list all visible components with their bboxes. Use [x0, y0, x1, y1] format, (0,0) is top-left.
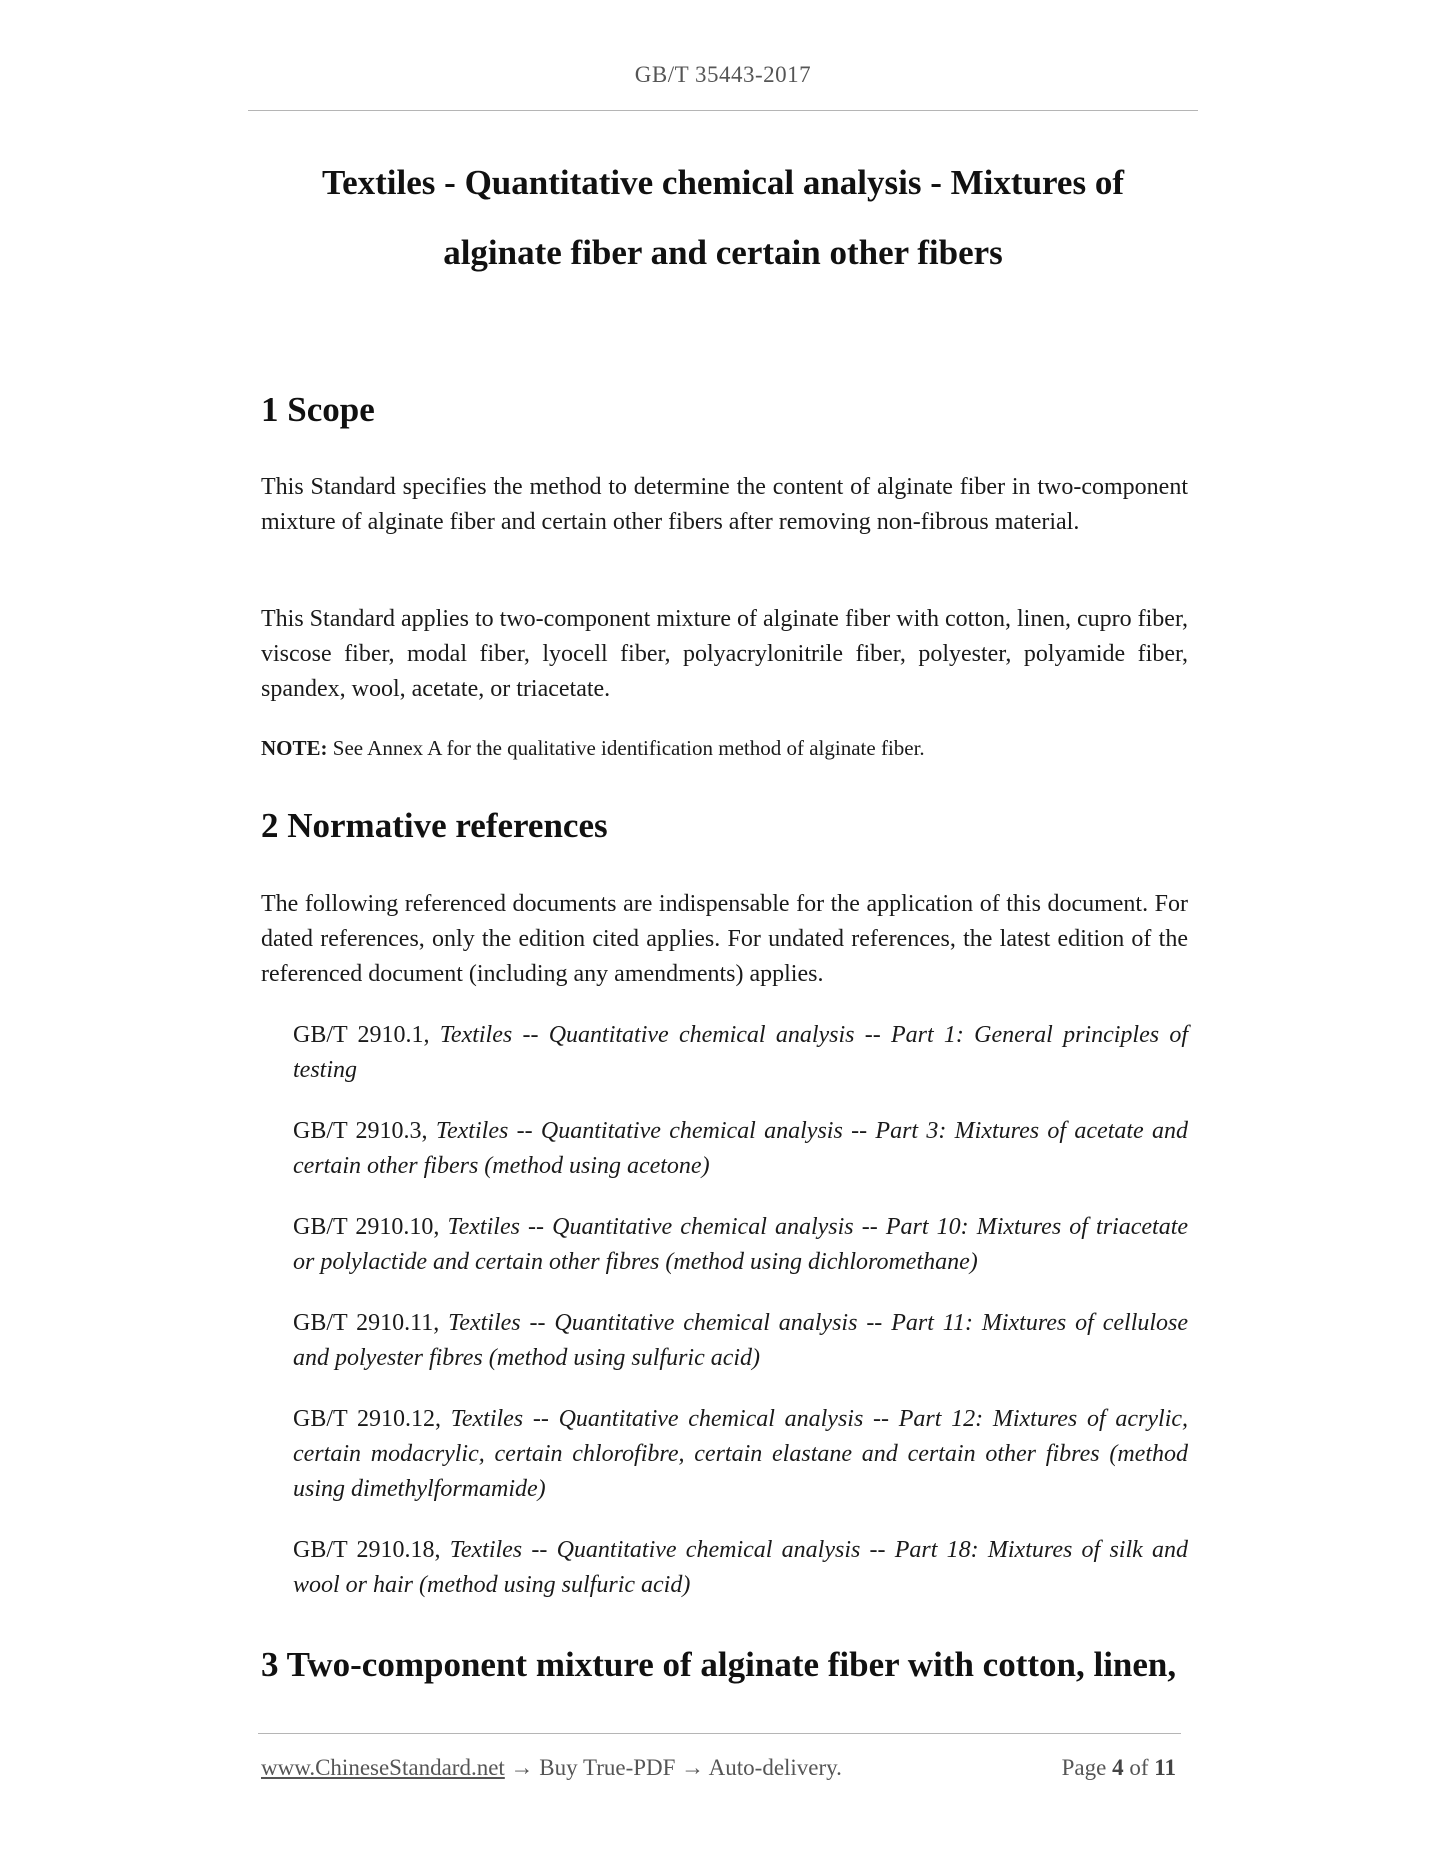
- reference-item: [293, 1210, 1188, 1280]
- reference-title: Textiles -- Quantitative chemical analysis -- Part 10: Mixtures of triacetate or polylactide and certain other fibres (method using dichloromethane): [293, 1214, 1189, 1275]
- page-current: 4: [1112, 1755, 1124, 1780]
- page-label: Page: [1061, 1755, 1113, 1780]
- reference-code: GB/T 2910.1,: [293, 1022, 430, 1048]
- reference-title: Textiles -- Quantitative chemical analysis -- Part 3: Mixtures of acetate and certain other fibers (method using acetone): [293, 1118, 1188, 1179]
- page-indicator: [1062, 1755, 1176, 1781]
- reference-item: [293, 1018, 1188, 1088]
- reference-code: GB/T 2910.3,: [293, 1118, 428, 1144]
- reference-code: GB/T 2910.11,: [293, 1310, 440, 1336]
- page-of: of: [1123, 1755, 1155, 1780]
- reference-code: GB/T 2910.12,: [293, 1406, 441, 1432]
- reference-item: [293, 1533, 1188, 1603]
- website-link[interactable]: www.ChineseStandard.net: [261, 1755, 505, 1780]
- document-title-line-2: alginate fiber and certain other fibers: [443, 233, 1003, 272]
- reference-title: Textiles -- Quantitative chemical analysis -- Part 1: General principles of testing: [293, 1022, 1189, 1083]
- note-label: NOTE:: [261, 736, 328, 760]
- reference-item: [293, 1306, 1188, 1376]
- document-title-line-1: Textiles - Quantitative chemical analysis - Mixtures of: [321, 163, 1124, 202]
- section-heading-normative-references: 2 Normative references: [261, 806, 608, 845]
- normative-intro-paragraph: The following referenced documents are indispensable for the application of this document. For dated references, only the edition cited applies. For undated references, the latest edition of the referenced document (including any amendments) applies.: [261, 891, 1188, 987]
- page-footer: [261, 1755, 1181, 1781]
- footer-tagline: → Buy True-PDF → Auto-delivery.: [504, 1755, 842, 1780]
- section-heading-scope: 1 Scope: [261, 390, 375, 429]
- reference-title: Textiles -- Quantitative chemical analysis -- Part 12: Mixtures of acrylic, certain modacrylic, certain chlorofibre, certain elastane and certain other fibres (method using dimethylformamide): [293, 1406, 1189, 1502]
- note-text: See Annex A for the qualitative identification method of alginate fiber.: [327, 736, 925, 760]
- document-title: [248, 148, 1198, 288]
- page-total: 11: [1154, 1755, 1176, 1780]
- scope-paragraph-2: This Standard applies to two-component mixture of alginate fiber with cotton, linen, cupro fiber, viscose fiber, modal fiber, lyocell fiber, polyacrylonitrile fiber, polyester, polyamide fiber, spandex, wool, acetate, or triacetate.: [261, 606, 1188, 702]
- reference-code: GB/T 2910.10,: [293, 1214, 440, 1240]
- header-divider: [248, 110, 1198, 111]
- scope-paragraph-1: This Standard specifies the method to determine the content of alginate fiber in two-component mixture of alginate fiber and certain other fibers after removing non-fibrous material.: [261, 474, 1188, 535]
- reference-item: [293, 1114, 1188, 1184]
- reference-code: GB/T 2910.18,: [293, 1537, 441, 1563]
- section-heading-two-component-mixture: 3 Two-component mixture of alginate fiber with cotton, linen,: [261, 1645, 1177, 1684]
- reference-item: [293, 1402, 1188, 1507]
- scope-note: [261, 733, 1188, 763]
- page-header-standard-code: GB/T 35443-2017: [634, 62, 812, 87]
- reference-title: Textiles -- Quantitative chemical analysis -- Part 18: Mixtures of silk and wool or hair (method using sulfuric acid): [293, 1537, 1189, 1598]
- reference-title: Textiles -- Quantitative chemical analysis -- Part 11: Mixtures of cellulose and polyester fibres (method using sulfuric acid): [293, 1310, 1189, 1371]
- footer-divider: [258, 1733, 1181, 1734]
